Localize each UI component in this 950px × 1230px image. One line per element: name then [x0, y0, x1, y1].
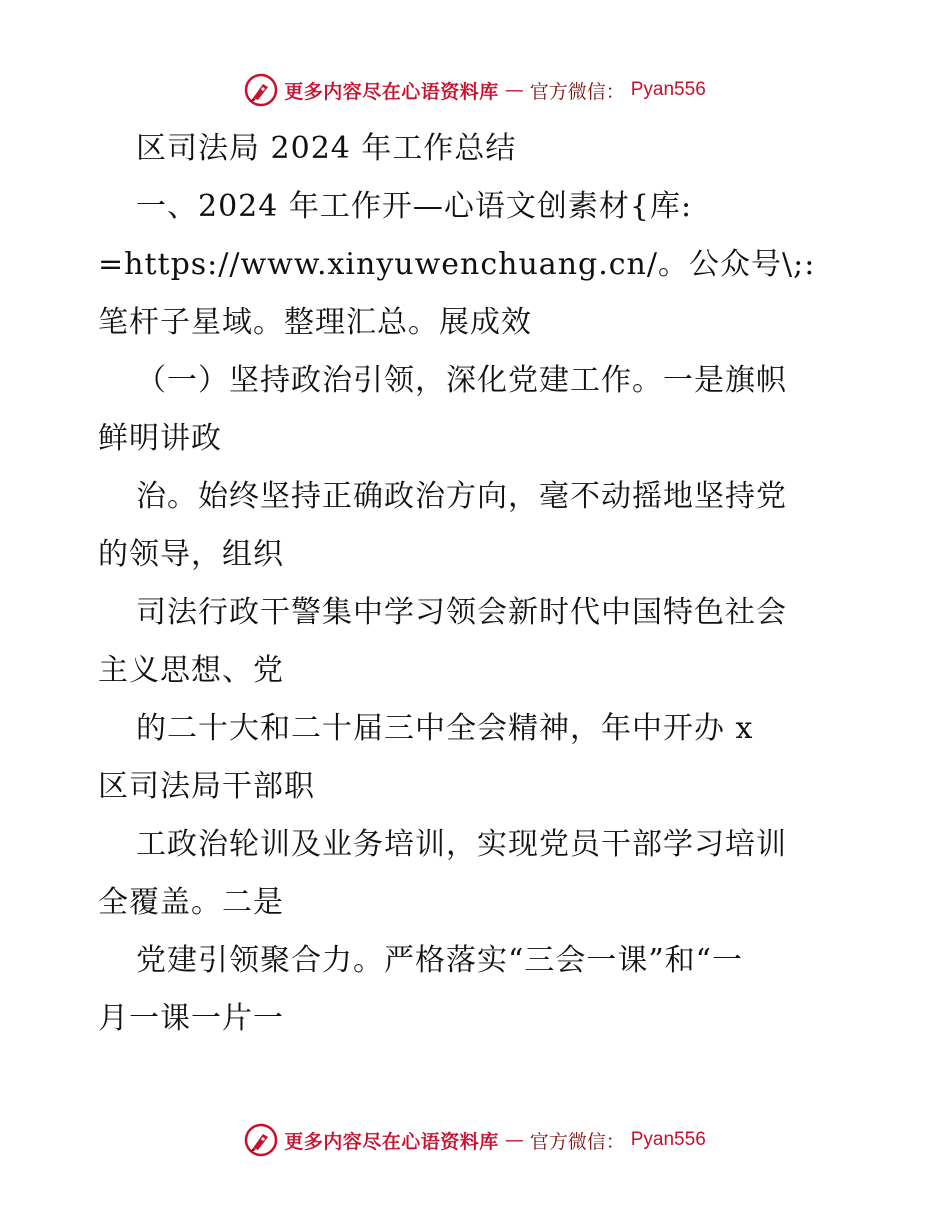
text-line: 工政治轮训及业务培训，实现党员干部学习培训	[136, 827, 787, 862]
section-heading: 一、2024 年工作开—心语文创素材{库:	[136, 189, 693, 224]
subsection-heading: （一）坚持政治引领，深化党建工作。一是旗帜	[136, 363, 787, 398]
text-line: 主义思想、党	[98, 653, 284, 688]
header-watermark	[0, 70, 950, 110]
text-line: 鲜明讲政	[98, 421, 222, 456]
watermark-wechat-label: 官方微信：	[529, 80, 625, 103]
text-line: 治。始终坚持正确政治方向，毫不动摇地坚持党	[136, 479, 787, 514]
text-line: 司法行政干警集中学习领会新时代中国特色社会	[136, 595, 787, 630]
watermark-wechat-label: 官方微信：	[529, 1130, 625, 1153]
pen-nib-logo-icon	[244, 1123, 278, 1157]
text-line: 的领导，组织	[98, 537, 284, 572]
pen-nib-logo-icon	[244, 73, 278, 107]
watermark-dash: —	[504, 79, 524, 101]
text-line: 笔杆子星域。整理汇总。展成效	[98, 305, 532, 340]
watermark-wechat-id: Pyan556	[630, 1129, 706, 1150]
footer-watermark	[0, 1120, 950, 1160]
watermark-dash: —	[504, 1129, 524, 1151]
watermark-main-text: 更多内容尽在心语资料库	[284, 80, 499, 103]
text-line: 月一课一片一	[98, 1001, 284, 1036]
text-line: =https://www.xinyuwenchuang.cn/。公众号\;:	[98, 247, 816, 282]
text-line: 区司法局干部职	[98, 769, 315, 804]
document-title: 区司法局 2024 年工作总结	[136, 131, 517, 166]
watermark-main-text: 更多内容尽在心语资料库	[284, 1130, 499, 1153]
text-line: 党建引领聚合力。严格落实“三会一课”和“一	[136, 943, 744, 978]
watermark-wechat-id: Pyan556	[630, 79, 706, 100]
text-line: 全覆盖。二是	[98, 885, 284, 920]
text-line: 的二十大和二十届三中全会精神，年中开办 x	[136, 711, 754, 746]
document-body	[98, 120, 858, 1048]
